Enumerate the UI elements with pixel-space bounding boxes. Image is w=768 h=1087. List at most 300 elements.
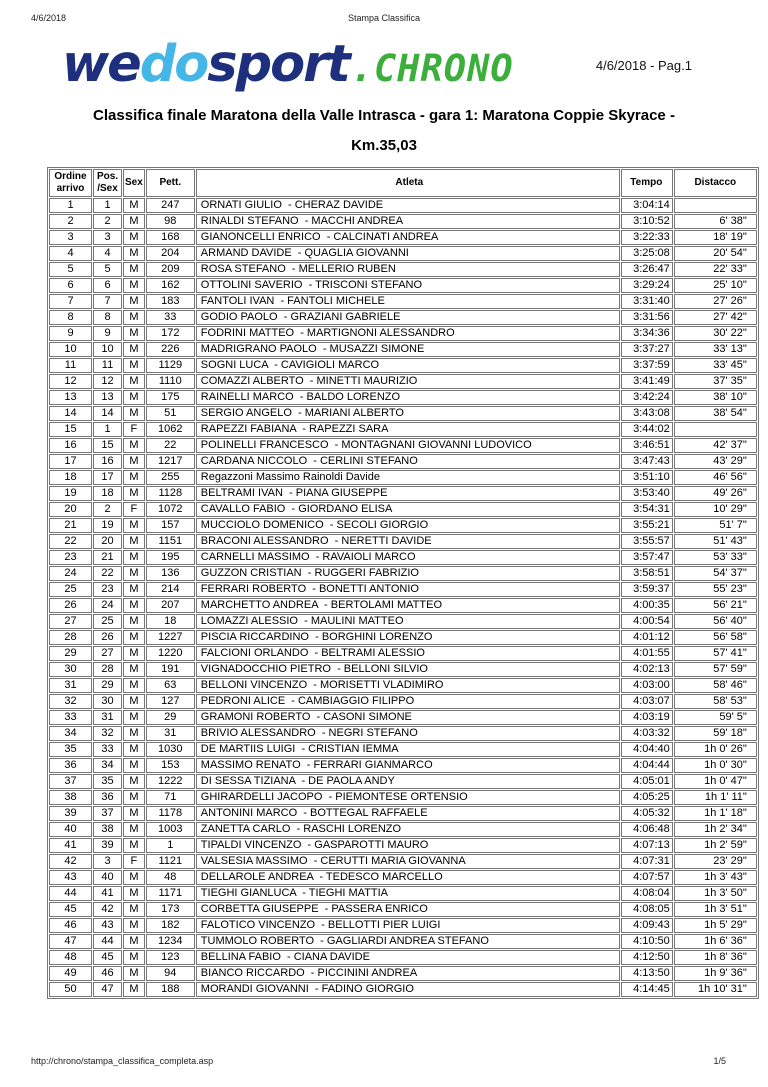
cell-tempo: 4:09:43 <box>621 918 673 933</box>
cell-pos-sex: 23 <box>93 582 122 597</box>
cell-atleta: BIANCO RICCARDO - PICCININI ANDREA <box>196 966 620 981</box>
cell-atleta: ROSA STEFANO - MELLERIO RUBEN <box>196 262 620 277</box>
cell-pos-sex: 16 <box>93 454 122 469</box>
cell-ordine-arrivo: 21 <box>49 518 92 533</box>
cell-pos-sex: 1 <box>93 422 122 437</box>
table-row <box>49 486 757 501</box>
cell-sex: M <box>123 630 145 645</box>
table-row <box>49 310 757 325</box>
cell-sex: M <box>123 550 145 565</box>
cell-pos-sex: 3 <box>93 230 122 245</box>
cell-ordine-arrivo: 17 <box>49 454 92 469</box>
table-row <box>49 342 757 357</box>
page-title <box>0 108 768 154</box>
table-row <box>49 870 757 885</box>
cell-tempo: 4:06:48 <box>621 822 673 837</box>
cell-sex: M <box>123 390 145 405</box>
cell-pettorale: 1 <box>146 838 195 853</box>
cell-pettorale: 1121 <box>146 854 195 869</box>
table-row <box>49 726 757 741</box>
cell-pos-sex: 40 <box>93 870 122 885</box>
header-pett: Pett. <box>146 169 195 197</box>
cell-pos-sex: 4 <box>93 246 122 261</box>
table-row <box>49 694 757 709</box>
cell-ordine-arrivo: 28 <box>49 630 92 645</box>
cell-pos-sex: 6 <box>93 278 122 293</box>
cell-sex: M <box>123 294 145 309</box>
cell-pos-sex: 33 <box>93 742 122 757</box>
cell-pettorale: 29 <box>146 710 195 725</box>
cell-ordine-arrivo: 32 <box>49 694 92 709</box>
cell-sex: M <box>123 774 145 789</box>
table-row <box>49 214 757 229</box>
cell-atleta: PISCIA RICCARDINO - BORGHINI LORENZO <box>196 630 620 645</box>
cell-sex: M <box>123 662 145 677</box>
cell-atleta: CORBETTA GIUSEPPE - PASSERA ENRICO <box>196 902 620 917</box>
cell-pos-sex: 10 <box>93 342 122 357</box>
cell-distacco: 57' 59" <box>674 662 757 677</box>
cell-tempo: 4:05:32 <box>621 806 673 821</box>
cell-atleta: BRACONI ALESSANDRO - NERETTI DAVIDE <box>196 534 620 549</box>
cell-distacco: 27' 26" <box>674 294 757 309</box>
cell-sex: M <box>123 822 145 837</box>
logo-do: do <box>139 35 208 94</box>
header-ordine-arrivo <box>49 169 92 197</box>
cell-sex: M <box>123 198 145 213</box>
cell-atleta: RINALDI STEFANO - MACCHI ANDREA <box>196 214 620 229</box>
cell-distacco: 54' 37" <box>674 566 757 581</box>
cell-pos-sex: 43 <box>93 918 122 933</box>
cell-sex: M <box>123 646 145 661</box>
cell-ordine-arrivo: 45 <box>49 902 92 917</box>
cell-ordine-arrivo: 25 <box>49 582 92 597</box>
cell-distacco: 57' 41" <box>674 646 757 661</box>
cell-sex: M <box>123 870 145 885</box>
table-row <box>49 566 757 581</box>
cell-tempo: 3:37:59 <box>621 358 673 373</box>
cell-ordine-arrivo: 20 <box>49 502 92 517</box>
cell-atleta: Regazzoni Massimo Rainoldi Davide <box>196 470 620 485</box>
cell-pos-sex: 1 <box>93 198 122 213</box>
cell-distacco: 1h 1' 18" <box>674 806 757 821</box>
cell-ordine-arrivo: 13 <box>49 390 92 405</box>
cell-ordine-arrivo: 37 <box>49 774 92 789</box>
cell-distacco: 56' 40" <box>674 614 757 629</box>
cell-tempo: 3:57:47 <box>621 550 673 565</box>
cell-tempo: 3:04:14 <box>621 198 673 213</box>
cell-tempo: 4:01:55 <box>621 646 673 661</box>
cell-atleta: GRAMONI ROBERTO - CASONI SIMONE <box>196 710 620 725</box>
cell-tempo: 3:42:24 <box>621 390 673 405</box>
cell-tempo: 3:10:52 <box>621 214 673 229</box>
cell-sex: M <box>123 966 145 981</box>
cell-distacco: 46' 56" <box>674 470 757 485</box>
cell-pettorale: 182 <box>146 918 195 933</box>
cell-sex: M <box>123 806 145 821</box>
cell-ordine-arrivo: 8 <box>49 310 92 325</box>
cell-tempo: 4:13:50 <box>621 966 673 981</box>
cell-tempo: 4:07:31 <box>621 854 673 869</box>
cell-sex: M <box>123 838 145 853</box>
cell-tempo: 3:51:10 <box>621 470 673 485</box>
cell-ordine-arrivo: 38 <box>49 790 92 805</box>
table-row <box>49 822 757 837</box>
cell-tempo: 3:34:36 <box>621 326 673 341</box>
cell-sex: M <box>123 230 145 245</box>
cell-sex: M <box>123 790 145 805</box>
results-table-head <box>49 169 757 197</box>
cell-pettorale: 157 <box>146 518 195 533</box>
cell-ordine-arrivo: 47 <box>49 934 92 949</box>
cell-ordine-arrivo: 16 <box>49 438 92 453</box>
cell-ordine-arrivo: 19 <box>49 486 92 501</box>
cell-ordine-arrivo: 27 <box>49 614 92 629</box>
cell-atleta: FALOTICO VINCENZO - BELLOTTI PIER LUIGI <box>196 918 620 933</box>
cell-distacco: 51' 43" <box>674 534 757 549</box>
table-row <box>49 470 757 485</box>
cell-tempo: 3:26:47 <box>621 262 673 277</box>
cell-pettorale: 175 <box>146 390 195 405</box>
cell-pos-sex: 42 <box>93 902 122 917</box>
cell-pettorale: 48 <box>146 870 195 885</box>
cell-tempo: 4:03:00 <box>621 678 673 693</box>
cell-tempo: 3:41:49 <box>621 374 673 389</box>
cell-atleta: CAVALLO FABIO - GIORDANO ELISA <box>196 502 620 517</box>
table-row <box>49 406 757 421</box>
cell-distacco: 1h 0' 30" <box>674 758 757 773</box>
cell-pettorale: 162 <box>146 278 195 293</box>
table-row <box>49 246 757 261</box>
cell-pos-sex: 12 <box>93 374 122 389</box>
cell-tempo: 3:55:57 <box>621 534 673 549</box>
cell-pos-sex: 44 <box>93 934 122 949</box>
cell-distacco: 6' 38" <box>674 214 757 229</box>
cell-sex: M <box>123 950 145 965</box>
cell-pettorale: 1030 <box>146 742 195 757</box>
table-row <box>49 438 757 453</box>
table-row <box>49 710 757 725</box>
cell-atleta: BRIVIO ALESSANDRO - NEGRI STEFANO <box>196 726 620 741</box>
cell-atleta: DE MARTIIS LUIGI - CRISTIAN IEMMA <box>196 742 620 757</box>
cell-ordine-arrivo: 7 <box>49 294 92 309</box>
header-ordine-line1: Ordine <box>54 171 87 182</box>
cell-distacco: 55' 23" <box>674 582 757 597</box>
cell-pettorale: 98 <box>146 214 195 229</box>
cell-atleta: CARDANA NICCOLO - CERLINI STEFANO <box>196 454 620 469</box>
cell-sex: M <box>123 214 145 229</box>
cell-pos-sex: 21 <box>93 550 122 565</box>
cell-ordine-arrivo: 5 <box>49 262 92 277</box>
cell-tempo: 3:31:40 <box>621 294 673 309</box>
cell-pettorale: 226 <box>146 342 195 357</box>
cell-atleta: LOMAZZI ALESSIO - MAULINI MATTEO <box>196 614 620 629</box>
table-row <box>49 934 757 949</box>
table-row <box>49 966 757 981</box>
cell-distacco: 1h 2' 34" <box>674 822 757 837</box>
cell-pettorale: 1217 <box>146 454 195 469</box>
cell-distacco: 10' 29" <box>674 502 757 517</box>
table-row <box>49 230 757 245</box>
cell-pettorale: 127 <box>146 694 195 709</box>
cell-pettorale: 195 <box>146 550 195 565</box>
cell-pettorale: 1128 <box>146 486 195 501</box>
cell-ordine-arrivo: 26 <box>49 598 92 613</box>
cell-tempo: 3:54:31 <box>621 502 673 517</box>
cell-pettorale: 1062 <box>146 422 195 437</box>
header-sex: Sex <box>123 169 145 197</box>
cell-ordine-arrivo: 11 <box>49 358 92 373</box>
cell-pettorale: 136 <box>146 566 195 581</box>
cell-ordine-arrivo: 44 <box>49 886 92 901</box>
table-row <box>49 918 757 933</box>
table-row <box>49 358 757 373</box>
cell-ordine-arrivo: 14 <box>49 406 92 421</box>
logo-sport: sport <box>207 35 349 94</box>
cell-distacco: 51' 7" <box>674 518 757 533</box>
cell-ordine-arrivo: 1 <box>49 198 92 213</box>
cell-pos-sex: 46 <box>93 966 122 981</box>
cell-tempo: 3:37:27 <box>621 342 673 357</box>
cell-pettorale: 188 <box>146 982 195 997</box>
cell-atleta: FANTOLI IVAN - FANTOLI MICHELE <box>196 294 620 309</box>
cell-pos-sex: 47 <box>93 982 122 997</box>
table-row <box>49 614 757 629</box>
cell-distacco: 27' 42" <box>674 310 757 325</box>
table-row <box>49 758 757 773</box>
cell-atleta: SERGIO ANGELO - MARIANI ALBERTO <box>196 406 620 421</box>
cell-tempo: 4:07:57 <box>621 870 673 885</box>
table-row <box>49 886 757 901</box>
table-row <box>49 534 757 549</box>
cell-pettorale: 1234 <box>146 934 195 949</box>
cell-sex: M <box>123 758 145 773</box>
cell-pos-sex: 24 <box>93 598 122 613</box>
cell-distacco: 59' 5" <box>674 710 757 725</box>
results-table-body <box>49 198 757 997</box>
cell-sex: M <box>123 902 145 917</box>
table-row <box>49 838 757 853</box>
cell-pos-sex: 30 <box>93 694 122 709</box>
cell-pos-sex: 34 <box>93 758 122 773</box>
cell-distacco: 1h 3' 51" <box>674 902 757 917</box>
cell-sex: M <box>123 982 145 997</box>
cell-pettorale: 1222 <box>146 774 195 789</box>
cell-sex: M <box>123 262 145 277</box>
cell-atleta: POLINELLI FRANCESCO - MONTAGNANI GIOVANNI LUDOVICO <box>196 438 620 453</box>
cell-atleta: ZANETTA CARLO - RASCHI LORENZO <box>196 822 620 837</box>
cell-atleta: MASSIMO RENATO - FERRARI GIANMARCO <box>196 758 620 773</box>
cell-ordine-arrivo: 12 <box>49 374 92 389</box>
cell-atleta: GIANONCELLI ENRICO - CALCINATI ANDREA <box>196 230 620 245</box>
cell-sex: M <box>123 534 145 549</box>
table-row <box>49 198 757 213</box>
cell-distacco: 42' 37" <box>674 438 757 453</box>
cell-tempo: 4:10:50 <box>621 934 673 949</box>
cell-distacco: 1h 1' 11" <box>674 790 757 805</box>
cell-pettorale: 1003 <box>146 822 195 837</box>
table-row <box>49 582 757 597</box>
cell-tempo: 3:47:43 <box>621 454 673 469</box>
cell-sex: M <box>123 278 145 293</box>
cell-ordine-arrivo: 2 <box>49 214 92 229</box>
cell-pos-sex: 36 <box>93 790 122 805</box>
cell-pos-sex: 13 <box>93 390 122 405</box>
cell-tempo: 4:03:19 <box>621 710 673 725</box>
cell-atleta: VALSESIA MASSIMO - CERUTTI MARIA GIOVANNA <box>196 854 620 869</box>
cell-atleta: TUMMOLO ROBERTO - GAGLIARDI ANDREA STEFANO <box>196 934 620 949</box>
table-row <box>49 422 757 437</box>
header-atleta: Atleta <box>196 169 620 197</box>
table-row <box>49 502 757 517</box>
cell-distacco: 1h 10' 31" <box>674 982 757 997</box>
cell-ordine-arrivo: 40 <box>49 822 92 837</box>
print-footer-url: http://chrono/stampa_classifica_completa.asp <box>31 1056 214 1066</box>
cell-ordine-arrivo: 15 <box>49 422 92 437</box>
cell-pos-sex: 3 <box>93 854 122 869</box>
cell-tempo: 4:05:25 <box>621 790 673 805</box>
cell-pos-sex: 31 <box>93 710 122 725</box>
cell-sex: M <box>123 374 145 389</box>
cell-sex: M <box>123 406 145 421</box>
cell-atleta: COMAZZI ALBERTO - MINETTI MAURIZIO <box>196 374 620 389</box>
cell-distacco: 1h 2' 59" <box>674 838 757 853</box>
cell-tempo: 3:31:56 <box>621 310 673 325</box>
cell-distacco <box>674 198 757 213</box>
cell-distacco: 59' 18" <box>674 726 757 741</box>
cell-ordine-arrivo: 42 <box>49 854 92 869</box>
cell-distacco: 33' 45" <box>674 358 757 373</box>
cell-distacco: 1h 3' 50" <box>674 886 757 901</box>
cell-atleta: MARCHETTO ANDREA - BERTOLAMI MATTEO <box>196 598 620 613</box>
cell-distacco: 25' 10" <box>674 278 757 293</box>
table-row <box>49 518 757 533</box>
header-tempo: Tempo <box>621 169 673 197</box>
table-row <box>49 742 757 757</box>
cell-pos-sex: 27 <box>93 646 122 661</box>
cell-sex: M <box>123 614 145 629</box>
logo-chrono: .CHRONO <box>350 47 514 90</box>
table-row <box>49 790 757 805</box>
cell-ordine-arrivo: 22 <box>49 534 92 549</box>
cell-ordine-arrivo: 18 <box>49 470 92 485</box>
table-row <box>49 454 757 469</box>
cell-sex: M <box>123 710 145 725</box>
cell-tempo: 3:53:40 <box>621 486 673 501</box>
cell-pos-sex: 32 <box>93 726 122 741</box>
cell-pettorale: 71 <box>146 790 195 805</box>
cell-pettorale: 204 <box>146 246 195 261</box>
cell-tempo: 4:01:12 <box>621 630 673 645</box>
page-title-line2: Km.35,03 <box>351 137 417 154</box>
table-row <box>49 262 757 277</box>
cell-ordine-arrivo: 35 <box>49 742 92 757</box>
header-row <box>49 169 757 197</box>
cell-pos-sex: 11 <box>93 358 122 373</box>
header-ordine-line2: arrivo <box>56 183 85 194</box>
table-row <box>49 630 757 645</box>
cell-pos-sex: 26 <box>93 630 122 645</box>
wedosport-chrono-logo <box>62 36 514 94</box>
cell-pettorale: 207 <box>146 598 195 613</box>
cell-pettorale: 247 <box>146 198 195 213</box>
cell-tempo: 4:14:45 <box>621 982 673 997</box>
cell-pettorale: 123 <box>146 950 195 965</box>
cell-pos-sex: 2 <box>93 502 122 517</box>
results-table <box>47 167 759 999</box>
cell-pettorale: 168 <box>146 230 195 245</box>
cell-tempo: 3:59:37 <box>621 582 673 597</box>
cell-tempo: 3:44:02 <box>621 422 673 437</box>
cell-sex: M <box>123 358 145 373</box>
cell-ordine-arrivo: 30 <box>49 662 92 677</box>
cell-atleta: RAPEZZI FABIANA - RAPEZZI SARA <box>196 422 620 437</box>
cell-atleta: ORNATI GIULIO - CHERAZ DAVIDE <box>196 198 620 213</box>
cell-atleta: FERRARI ROBERTO - BONETTI ANTONIO <box>196 582 620 597</box>
cell-distacco <box>674 422 757 437</box>
cell-sex: M <box>123 598 145 613</box>
header-pos-sex <box>93 169 122 197</box>
cell-pettorale: 18 <box>146 614 195 629</box>
cell-atleta: FALCIONI ORLANDO - BELTRAMI ALESSIO <box>196 646 620 661</box>
cell-sex: M <box>123 438 145 453</box>
cell-atleta: VIGNADOCCHIO PIETRO - BELLONI SILVIO <box>196 662 620 677</box>
cell-sex: M <box>123 310 145 325</box>
cell-atleta: TIEGHI GIANLUCA - TIEGHI MATTIA <box>196 886 620 901</box>
cell-sex: F <box>123 422 145 437</box>
cell-tempo: 4:07:13 <box>621 838 673 853</box>
cell-pos-sex: 29 <box>93 678 122 693</box>
cell-distacco: 23' 29" <box>674 854 757 869</box>
cell-pos-sex: 2 <box>93 214 122 229</box>
cell-atleta: GHIRARDELLI JACOPO - PIEMONTESE ORTENSIO <box>196 790 620 805</box>
cell-pos-sex: 25 <box>93 614 122 629</box>
cell-pos-sex: 20 <box>93 534 122 549</box>
cell-pettorale: 172 <box>146 326 195 341</box>
cell-ordine-arrivo: 3 <box>49 230 92 245</box>
print-header-title: Stampa Classifica <box>347 13 421 23</box>
cell-pettorale: 209 <box>146 262 195 277</box>
cell-ordine-arrivo: 4 <box>49 246 92 261</box>
cell-sex: M <box>123 886 145 901</box>
cell-atleta: MUCCIOLO DOMENICO - SECOLI GIORGIO <box>196 518 620 533</box>
page-title-line1: Classifica finale Maratona della Valle Intrasca - gara 1: Maratona Coppie Skyrace - <box>93 107 675 124</box>
cell-pettorale: 1171 <box>146 886 195 901</box>
cell-ordine-arrivo: 23 <box>49 550 92 565</box>
cell-pos-sex: 39 <box>93 838 122 853</box>
cell-pettorale: 255 <box>146 470 195 485</box>
cell-pos-sex: 8 <box>93 310 122 325</box>
print-footer-page: 1/5 <box>713 1056 726 1066</box>
cell-distacco: 53' 33" <box>674 550 757 565</box>
cell-tempo: 3:43:08 <box>621 406 673 421</box>
cell-sex: M <box>123 470 145 485</box>
cell-sex: M <box>123 518 145 533</box>
cell-distacco: 38' 10" <box>674 390 757 405</box>
cell-pos-sex: 14 <box>93 406 122 421</box>
cell-pettorale: 173 <box>146 902 195 917</box>
cell-distacco: 1h 6' 36" <box>674 934 757 949</box>
cell-sex: F <box>123 854 145 869</box>
cell-atleta: OTTOLINI SAVERIO - TRISCONI STEFANO <box>196 278 620 293</box>
cell-ordine-arrivo: 33 <box>49 710 92 725</box>
cell-tempo: 4:04:40 <box>621 742 673 757</box>
cell-sex: M <box>123 694 145 709</box>
cell-atleta: CARNELLI MASSIMO - RAVAIOLI MARCO <box>196 550 620 565</box>
cell-pettorale: 1151 <box>146 534 195 549</box>
table-row <box>49 902 757 917</box>
cell-atleta: TIPALDI VINCENZO - GASPAROTTI MAURO <box>196 838 620 853</box>
table-row <box>49 278 757 293</box>
